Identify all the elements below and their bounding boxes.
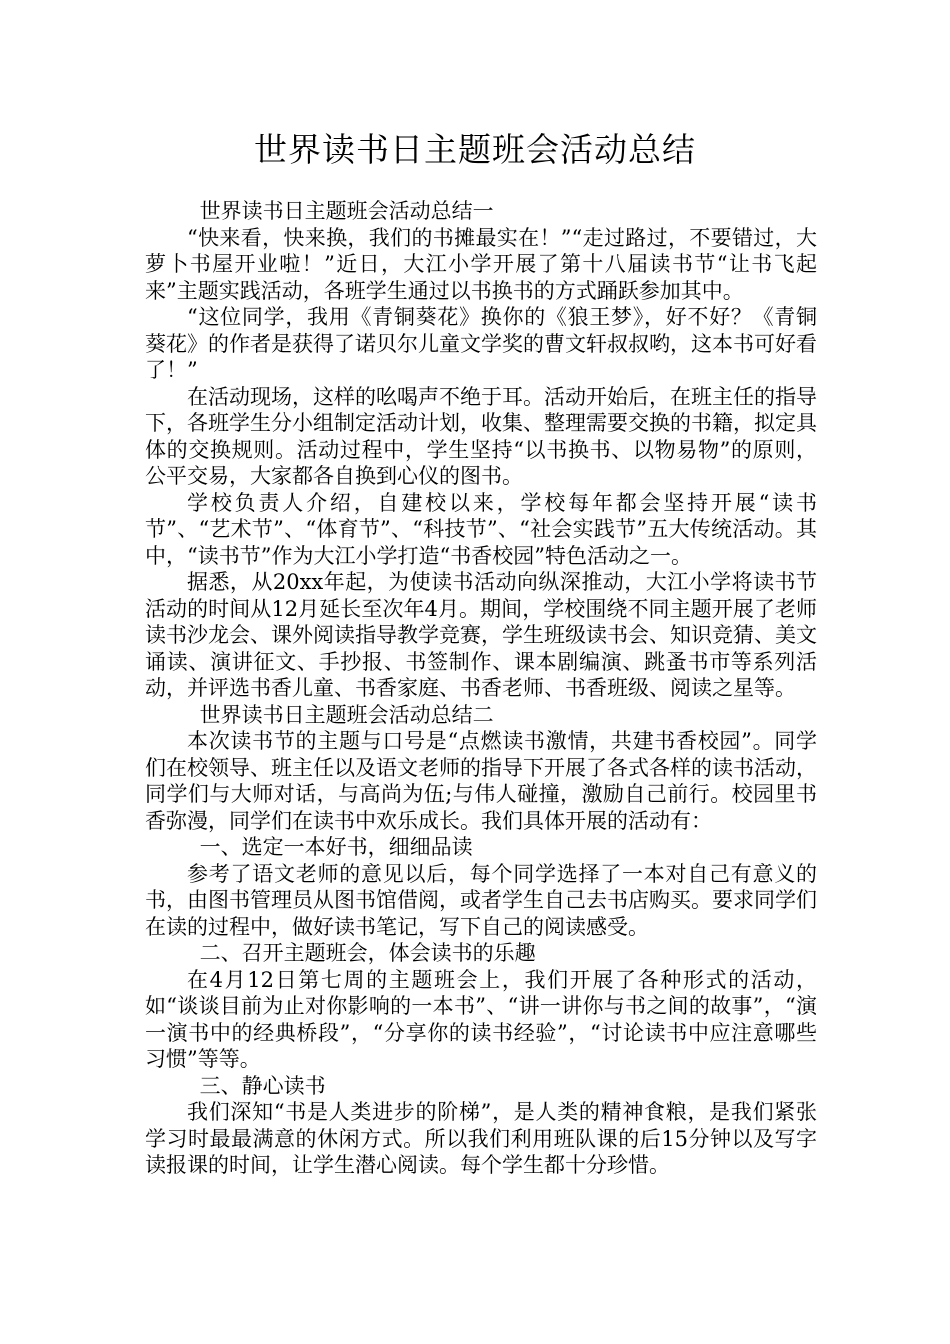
document-body — [145, 198, 817, 1179]
paragraph: 本次读书节的主题与口号是“点燃读书激情，共建书香校园”。同学们在校领导、班主任以及语文老师的指导下开展了各式各样的读书活动，同学们与大师对话，与高尚为伍;与伟人碰撞，激励自己前行。校园里书香弥漫，同学们在读书中欢乐成长。我们具体开展的活动有： — [145, 729, 817, 833]
paragraph: 在活动现场，这样的吆喝声不绝于耳。活动开始后，在班主任的指导下，各班学生分小组制定活动计划，收集、整理需要交换的书籍，拟定具体的交换规则。活动过程中，学生坚持“以书换书、以物易物”的原则，公平交易，大家都各自换到心仪的图书。 — [145, 384, 817, 488]
document-title: 世界读书日主题班会活动总结 — [254, 130, 696, 169]
subsection-heading: 二、召开主题班会，体会读书的乐趣 — [199, 941, 536, 965]
paragraph: 在4月12日第七周的主题班会上，我们开展了各种形式的活动，如“谈谈目前为止对你影响的一本书”、“讲一讲你与书之间的故事”，“演一演书中的经典桥段”，“分享你的读书经验”，“讨论读书中应注意哪些习惯”等等。 — [145, 967, 817, 1071]
paragraph: “快来看，快来换，我们的书摊最实在！”“走过路过，不要错过，大萝卜书屋开业啦！”近日，大江小学开展了第十八届读书节“让书飞起来”主题实践活动，各班学生通过以书换书的方式踊跃参加其中。 — [145, 225, 817, 303]
paragraph: 据悉，从20xx年起，为使读书活动向纵深推动，大江小学将读书节活动的时间从12月延长至次年4月。期间，学校围绕不同主题开展了老师读书沙龙会、课外阅读指导教学竞赛，学生班级读书会、知识竞猜、美文诵读、演讲征文、手抄报、书签制作、课本剧编演、跳蚤书市等系列活动，并评选书香儿童、书香家庭、书香老师、书香班级、阅读之星等。 — [145, 570, 817, 700]
section-heading: 世界读书日主题班会活动总结二 — [199, 702, 494, 727]
paragraph: 参考了语文老师的意见以后，每个同学选择了一本对自己有意义的书，由图书管理员从图书馆借阅，或者学生自己去书店购买。要求同学们在读的过程中，做好读书笔记，写下自己的阅读感受。 — [145, 861, 817, 939]
paragraph: 学校负责人介绍，自建校以来，学校每年都会坚持开展“读书节”、“艺术节”、“体育节”、“科技节”、“社会实践节”五大传统活动。其中，“读书节”作为大江小学打造“书香校园”特色活动之一。 — [145, 490, 817, 568]
subsection-heading: 三、静心读书 — [199, 1073, 326, 1098]
paragraph: “这位同学，我用《青铜葵花》换你的《狼王梦》，好不好？《青铜葵花》的作者是获得了诺贝尔儿童文学奖的曹文轩叔叔哟，这本书可好看了！” — [145, 305, 817, 382]
section-heading: 世界读书日主题班会活动总结一 — [199, 199, 494, 223]
subsection-heading: 一、选定一本好书，细细品读 — [199, 835, 473, 859]
paragraph: 我们深知“书是人类进步的阶梯”，是人类的精神食粮，是我们紧张学习时最最满意的休闲方式。所以我们利用班队课的后15分钟以及写字读报课的时间，让学生潜心阅读。每个学生都十分珍惜。 — [145, 1100, 817, 1177]
